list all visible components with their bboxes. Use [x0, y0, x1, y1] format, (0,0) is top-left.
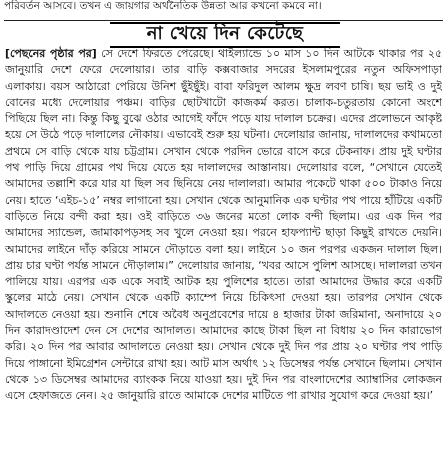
- continuation-marker: [পেছনের পৃষ্ঠার পর]: [5, 47, 97, 60]
- article-body: [5, 46, 442, 471]
- article-headline: না খেয়ে দিন কেটেছে: [110, 22, 340, 48]
- article-body-text: সে দেশে ফিরতে পেরেছে। থাইল্যান্ডে ১০ মাস ১০ দিন আটকে থাকার পর ২৫ জানুয়ারি দেশে ফেরে দেলোয়ার। তার বাড়ি কক্সবাজার সদরের ইসলামপুরের নতুন অফিসপাড়া এলাকায়। বয়স আঠারো পেরিয়ে উনিশ ছুঁইছুঁই। বাবা ফরিদুল আলম ক্ষুদ্র লবণ চাষি। ছয় ভাই ও দুই বোনের মধ্যে দেলোয়ার পঞ্চম। বাড়ির ছোটখাটো কাজকর্ম করত। চালাক-চতুরতায় কোনো অংশে পিছিয়ে ছিল না। কিন্তু কিছু বুঝে ওঠার আগেই ফাঁদে পড়ে যায় দালাল চক্রের। এদের প্রলোভনে আকৃষ্ট হয়ে সে উঠে পড়ে দালালের নৌকায়। এভাবেই শুরু হয় ঘটনা। দেলোয়ার জানায়, দালালদের কথামতো প্রথমে সে বাড়ি থেকে যায় চট্টগ্রাম। সেখান থেকে পরদিন ভোরে বাসে করে টেকনাফ। প্রায় দুই ঘণ্টার পথ পাড়ি দিয়ে গ্রামের পথ দিয়ে যেতে হয় দালালদের আস্তানায়। দেলোয়ার বলে, “সেখানে যেতেই আমাদের তল্লাশি করে যার যা ছিল সব ছিনিয়ে নেয় দালালরা। আমার পকেটে থাকা ৫০০ টাকাও নিয়ে নেয়। হাতে ‘এইচ-১৫’ নম্বর লাগানো হয়। সেখান থেকে আনুমানিক এক ঘণ্টার পথ পায়ে হাঁটিয়ে একটি বাড়িতে নিয়ে বন্দী করা হয়। ওই বাড়িতে ৩৬ জনের মতো লোক বন্দী ছিলাম। এর এক দিন পর আমাদের স্যান্ডেল, জামাকাপড়সহ সব খুলে নেওয়া হয়। পরনে হাফপ্যান্ট ছাড়া কিছুই রাখতে দেয়নি। আমাদের লাইনে দাঁড় করিয়ে সামনে দৌড়াতে বলা হয়। লাইনে ১০ জন পরপর একজন দালাল ছিল। প্রায় চার ঘণ্টা পর্যন্ত সামনে দৌড়ালাম।” দেলোয়ার জানায়, ‘খবর আসে পুলিশ আসছে। দালালরা তখন পালিয়ে যায়। এরপর এক একে সবাই আটক হয় পুলিশের হাতে। তারা আমাদের উদ্ধার করে একটি স্কুলের মাঠে নেয়। সেখান থেকে একটি ক্যাম্পে নিয়ে চিকিৎসা দেওয়া হয়। তারপর সেখান থেকে আদালতে নেওয়া হয়। শুনানি শেষে অবৈধ অনুপ্রবেশের দায়ে ৪ হাজার টাকা জরিমানা, অনাদায়ে ২০ দিন কারাদণ্ডাদেশ দেন সে দেশের আদালত। আমাদের কাছে টাকা ছিল না বিধায় ২০ দিন কারাভোগ করি। ২০ দিন পর আবার আদালতে নেওয়া হয়। সেখান থেকে দুই দিন পর প্রায় ২০ ঘণ্টার পথ পাড়ি দিয়ে পাঙ্গানো ইমিগ্রেশন সেন্টারে রাখা হয়। আট মাস অর্থাৎ ১২ ডিসেম্বর পর্যন্ত সেখানে ছিলাম। সেখান থেকে ১৩ ডিসেম্বর আমাদের ব্যাংকক নিয়ে যাওয়া হয়। দুই দিন পর বাংলাদেশের অ্যাম্বাসির লোকজন এসে হেফাজতে নেন। ২৫ জানুয়ারি রাতে আমাকে দেশের মাটিতে পা রাখার সুযোগ করে দেওয়া হয়।’: [5, 47, 442, 403]
- previous-article-tail: পরিবর্তন আসবে। তখন এ জায়গার অর্থনৈতিক উন্নতা আর কখনো কমবে না।: [4, 0, 443, 21]
